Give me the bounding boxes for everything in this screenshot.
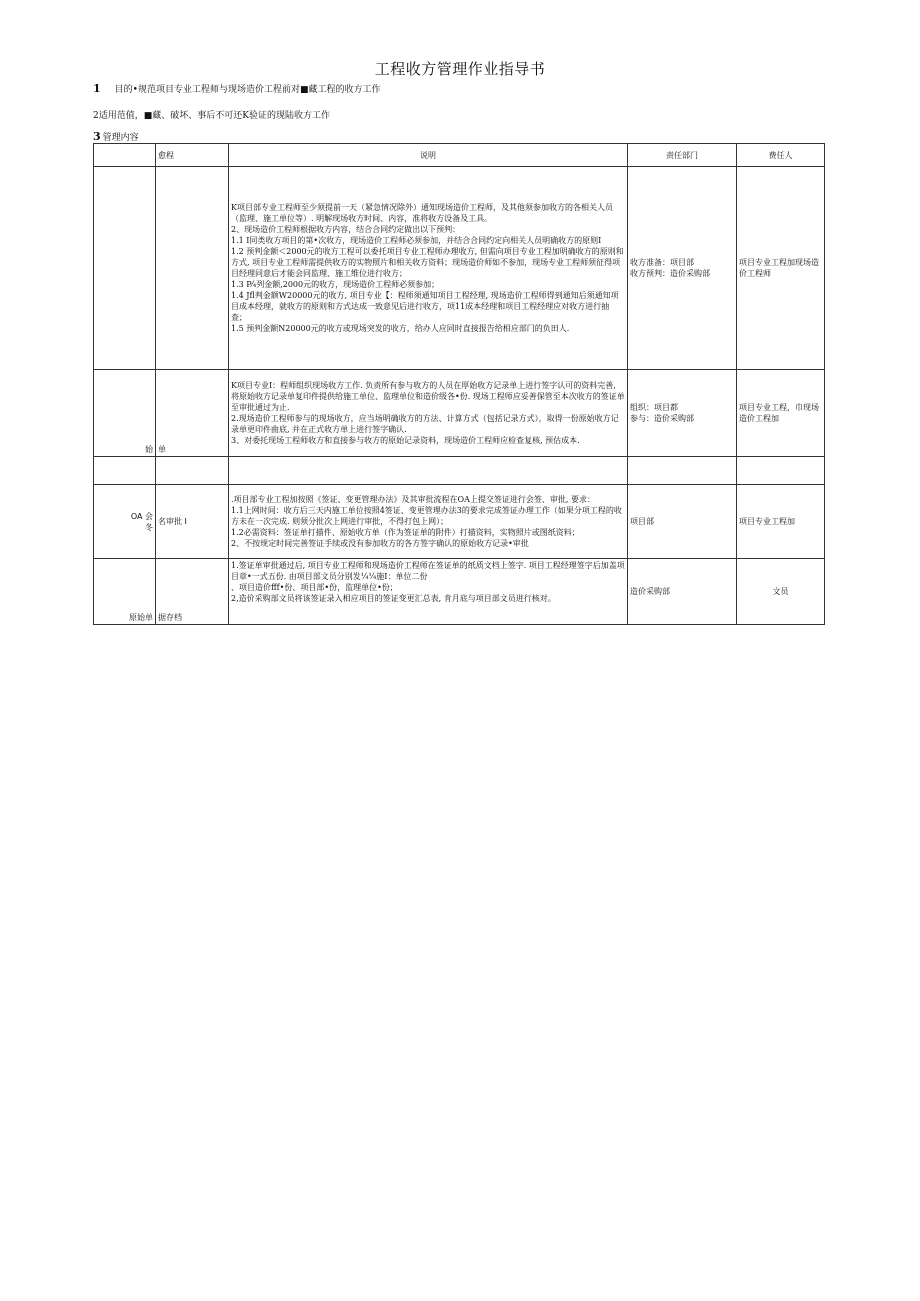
table-row [94, 167, 825, 370]
row4-person: 项目专业工程加 [737, 485, 825, 559]
row1-department: 收方准备：项目部 收方预判：造价采购部 [628, 167, 737, 370]
row3-description [229, 457, 628, 485]
row4-department: 项目部 [628, 485, 737, 559]
row1-person: 项目专业工程加现场造价工程师 [737, 167, 825, 370]
purpose-text: 目的•规范项目专业工程师与现场造价工程前对■藏工程的收方工作 [114, 85, 381, 95]
header-col-blank [94, 144, 156, 167]
scope-line: 2适用范值，■藏、破坏、事后不可还K验证的现陆收方工作 [93, 111, 330, 121]
header-process: 愈程 [156, 144, 229, 167]
row2-description: K项目专业I：程师组织现场收方工作. 负责所有参与收方的人员在厚始收方记录单上进行签字认可的资料完善, 将原始收方记录单复印件提供给施工单位、监理单位和造价级各•份. 现场工程师应妥善保管至本次收方的签证单至审批通过为止. 2.现场造价工程师参与的现场收方，应当场明确收方的方法、计算方式（包括记录方式），取得一份原始收方记录单更印件曲底, 并在正式收方单上进行签字确认. 3、对委托现场工程师收方和直接参与收方的原始记录资料，现场造价工程师应检查复核, 预估成本. [229, 370, 628, 457]
purpose-line [93, 82, 380, 95]
table-header-row [94, 144, 825, 167]
table-row [94, 457, 825, 485]
row3-process [156, 457, 229, 485]
header-description: 说明 [229, 144, 628, 167]
row1-process [156, 167, 229, 370]
table-row [94, 559, 825, 625]
row1-description: K项目部专业工程师至少须提前一天（紧急情况除外）通知现场造价工程师，及其他须参加收方的各相关人员（监理、施工单位等）. 明解现场收方时间、内容，准将收方设备及工具。 2、现场造价工程师根据收方内容，结合合同约定做出以下预判： 1.1 I同类收方项目的第•次收方，现场造价工程师必须参加，并结合合同约定向相关人员明确收方的原则I 1.2 预判金额＜2000元的收方工程可以委托项目专业工程师办理收方, 但需向项目专业工程加明确收方的原则和方式, 项目专业工程师需提供收方的实物照片和相关收方资料；现场造价师如不参加，现场专业工程师须征得项目经理同意后才能会同监理、施工维位进行收方； 1.3 P⁄₄列金额,2000元的收方，现场造价工程师必须参加； 1.4 Jfl判金额W20000元的收方, 项目专业【：程师须通知项目工程经理, 现场造价工程师得到通知后须通知项目成本经理，就收方的原则和方式达成一致意见后进行收方，项11成本经理和项目工程经理应对收方进行抽查； 1.5 预判金额N20000元的收方或现场突发的收方，给办人应同时直接报告给相应部门的负田人. [229, 167, 628, 370]
row4-stage: OA 会 冬 [94, 485, 156, 559]
table-row [94, 370, 825, 457]
row3-stage [94, 457, 156, 485]
row2-process: 单 [156, 370, 229, 457]
row5-department: 造价采购部 [628, 559, 737, 625]
row3-department [628, 457, 737, 485]
row1-stage [94, 167, 156, 370]
row5-process: 据存档 [156, 559, 229, 625]
row2-person: 项目专业工程，巾现场造价工程加 [737, 370, 825, 457]
header-person: 费任人 [737, 144, 825, 167]
row5-stage: 原始单 [94, 559, 156, 625]
row3-person [737, 457, 825, 485]
purpose-number: 1 [93, 82, 101, 95]
header-department: 责任部门 [628, 144, 737, 167]
management-content-text: 管理内容 [102, 133, 139, 143]
page-title: 工程收方管理作业指导书 [374, 60, 546, 78]
row2-stage: 始 [94, 370, 156, 457]
table-row [94, 485, 825, 559]
management-content-number: 3 [93, 130, 101, 143]
row2-department: 组织：项目都 参与：造价采购部 [628, 370, 737, 457]
row5-description: 1.签证单审批通过后, 项目专业工程师和现场造价工程师在签证单的纸质文档上签字. 项目工程经理签字后加盖项目章•一式五份. 由项目部文员分别发¼¼施I：单位二份 、项目造价fff•份、项目部•份，监理单位•份； 2,造价采购部文员将该签证录入相应项目的签证变更汇总表, 肯月底与项目部文员进行核对。 [229, 559, 628, 625]
process-table [93, 143, 825, 625]
row4-process: 名审批 I [156, 485, 229, 559]
management-content-line [93, 130, 139, 143]
row4-description: .项目部专业工程加按照《签证、变更管理办法》及其审批流程在OA上提交签证进行会签、审批, 要求： 1.1上网时间：收方后三天内施工单位按照4签证、变更管理办法3的要求完成签证办理工作（如果分项工程的收方未在一次完成. 则须分批次上网进行审批，不得打包上网）； 1.2必需资料：签证单打描件、原始收方单（作为签证单的附件）打描资料，实物照片或图纸资料； 2、不按规定时间完善签证手续或没有参加收方的各方签字确认的原始收方记录•审批 [229, 485, 628, 559]
row5-person: 文员 [737, 559, 825, 625]
